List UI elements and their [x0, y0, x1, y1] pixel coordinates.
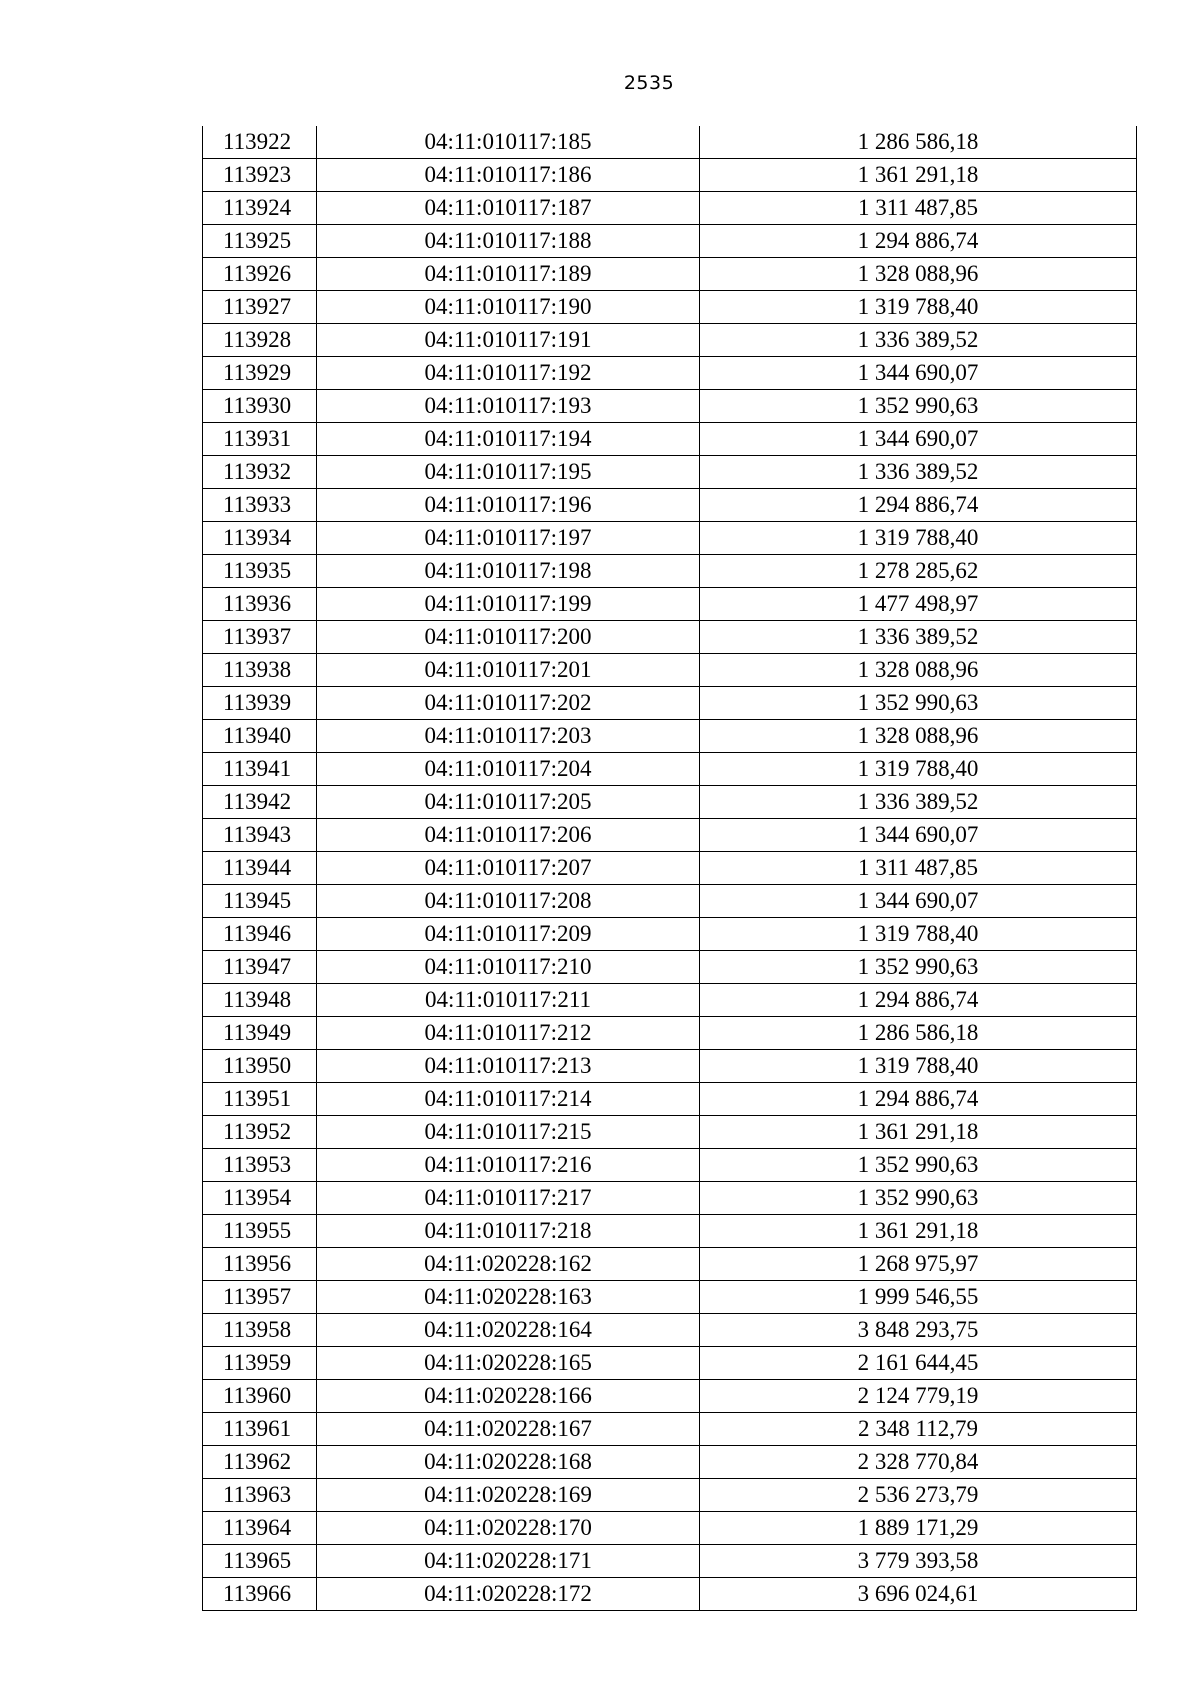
cadastral-value-cell: 1 336 389,52	[700, 456, 1137, 489]
table-row	[203, 390, 1137, 423]
row-number-cell: 113932	[203, 456, 317, 489]
cadastral-value-cell: 1 344 690,07	[700, 423, 1137, 456]
cadastral-value-cell: 3 848 293,75	[700, 1314, 1137, 1347]
cadastral-value-cell: 2 328 770,84	[700, 1446, 1137, 1479]
cadastral-number-cell: 04:11:010117:211	[317, 984, 700, 1017]
row-number-cell: 113936	[203, 588, 317, 621]
cadastral-number-cell: 04:11:020228:162	[317, 1248, 700, 1281]
row-number-cell: 113964	[203, 1512, 317, 1545]
table-row	[203, 852, 1137, 885]
cadastral-value-cell: 1 268 975,97	[700, 1248, 1137, 1281]
table-row	[203, 786, 1137, 819]
cadastral-value-cell: 1 294 886,74	[700, 1083, 1137, 1116]
row-number-cell: 113939	[203, 687, 317, 720]
table-row	[203, 1413, 1137, 1446]
cadastral-value-cell: 1 352 990,63	[700, 951, 1137, 984]
row-number-cell: 113945	[203, 885, 317, 918]
row-number-cell: 113929	[203, 357, 317, 390]
table-row	[203, 258, 1137, 291]
table-row	[203, 687, 1137, 720]
table-row	[203, 1347, 1137, 1380]
cadastral-number-cell: 04:11:010117:202	[317, 687, 700, 720]
cadastral-value-cell: 1 344 690,07	[700, 819, 1137, 852]
cadastral-number-cell: 04:11:010117:205	[317, 786, 700, 819]
table-row	[203, 1182, 1137, 1215]
table-row	[203, 291, 1137, 324]
cadastral-number-cell: 04:11:010117:187	[317, 192, 700, 225]
cadastral-number-cell: 04:11:010117:213	[317, 1050, 700, 1083]
row-number-cell: 113928	[203, 324, 317, 357]
cadastral-value-cell: 1 352 990,63	[700, 1149, 1137, 1182]
row-number-cell: 113961	[203, 1413, 317, 1446]
table-row	[203, 1116, 1137, 1149]
row-number-cell: 113955	[203, 1215, 317, 1248]
table-row	[203, 456, 1137, 489]
table-row	[203, 126, 1137, 159]
cadastral-number-cell: 04:11:010117:212	[317, 1017, 700, 1050]
table-row	[203, 588, 1137, 621]
cadastral-number-cell: 04:11:020228:168	[317, 1446, 700, 1479]
cadastral-number-cell: 04:11:010117:190	[317, 291, 700, 324]
cadastral-value-cell: 1 336 389,52	[700, 324, 1137, 357]
cadastral-number-cell: 04:11:010117:189	[317, 258, 700, 291]
row-number-cell: 113924	[203, 192, 317, 225]
cadastral-value-cell: 1 336 389,52	[700, 621, 1137, 654]
cadastral-value-cell: 1 328 088,96	[700, 258, 1137, 291]
table-row	[203, 192, 1137, 225]
cadastral-value-cell: 1 311 487,85	[700, 852, 1137, 885]
cadastral-number-cell: 04:11:010117:198	[317, 555, 700, 588]
cadastral-number-cell: 04:11:010117:215	[317, 1116, 700, 1149]
cadastral-value-cell: 1 319 788,40	[700, 522, 1137, 555]
table-row	[203, 1545, 1137, 1578]
cadastral-value-cell: 1 477 498,97	[700, 588, 1137, 621]
cadastral-value-cell: 1 311 487,85	[700, 192, 1137, 225]
row-number-cell: 113960	[203, 1380, 317, 1413]
cadastral-value-cell: 1 319 788,40	[700, 291, 1137, 324]
cadastral-number-cell: 04:11:010117:195	[317, 456, 700, 489]
table-row	[203, 1446, 1137, 1479]
table-row	[203, 522, 1137, 555]
row-number-cell: 113943	[203, 819, 317, 852]
table-row	[203, 1479, 1137, 1512]
cadastral-value-cell: 1 336 389,52	[700, 786, 1137, 819]
cadastral-value-cell: 1 361 291,18	[700, 159, 1137, 192]
table-row	[203, 1050, 1137, 1083]
table-row	[203, 225, 1137, 258]
table-row	[203, 1083, 1137, 1116]
table-row	[203, 918, 1137, 951]
cadastral-number-cell: 04:11:020228:163	[317, 1281, 700, 1314]
cadastral-number-cell: 04:11:020228:166	[317, 1380, 700, 1413]
table-row	[203, 1017, 1137, 1050]
row-number-cell: 113965	[203, 1545, 317, 1578]
table-row	[203, 555, 1137, 588]
table-row	[203, 819, 1137, 852]
table-row	[203, 357, 1137, 390]
row-number-cell: 113927	[203, 291, 317, 324]
row-number-cell: 113935	[203, 555, 317, 588]
row-number-cell: 113947	[203, 951, 317, 984]
row-number-cell: 113946	[203, 918, 317, 951]
cadastral-value-cell: 1 889 171,29	[700, 1512, 1137, 1545]
page-number: 2535	[623, 72, 675, 94]
row-number-cell: 113933	[203, 489, 317, 522]
cadastral-value-cell: 2 348 112,79	[700, 1413, 1137, 1446]
cadastral-value-cell: 1 294 886,74	[700, 489, 1137, 522]
row-number-cell: 113944	[203, 852, 317, 885]
cadastral-value-cell: 1 361 291,18	[700, 1215, 1137, 1248]
cadastral-number-cell: 04:11:010117:200	[317, 621, 700, 654]
cadastral-number-cell: 04:11:010117:197	[317, 522, 700, 555]
cadastral-number-cell: 04:11:010117:188	[317, 225, 700, 258]
cadastral-value-cell: 1 278 285,62	[700, 555, 1137, 588]
table-row	[203, 984, 1137, 1017]
table-row	[203, 885, 1137, 918]
cadastral-number-cell: 04:11:020228:165	[317, 1347, 700, 1380]
row-number-cell: 113951	[203, 1083, 317, 1116]
cadastral-number-cell: 04:11:010117:208	[317, 885, 700, 918]
table-row	[203, 1314, 1137, 1347]
row-number-cell: 113958	[203, 1314, 317, 1347]
cadastral-number-cell: 04:11:010117:216	[317, 1149, 700, 1182]
cadastral-number-cell: 04:11:010117:204	[317, 753, 700, 786]
row-number-cell: 113949	[203, 1017, 317, 1050]
cadastral-value-table	[202, 126, 1137, 1611]
row-number-cell: 113934	[203, 522, 317, 555]
cadastral-number-cell: 04:11:010117:217	[317, 1182, 700, 1215]
table-row	[203, 720, 1137, 753]
table-row	[203, 1512, 1137, 1545]
cadastral-number-cell: 04:11:020228:172	[317, 1578, 700, 1611]
table-row	[203, 951, 1137, 984]
cadastral-number-cell: 04:11:010117:193	[317, 390, 700, 423]
table-row	[203, 489, 1137, 522]
table-row	[203, 1380, 1137, 1413]
cadastral-value-cell: 1 361 291,18	[700, 1116, 1137, 1149]
cadastral-value-cell: 1 319 788,40	[700, 918, 1137, 951]
table-row	[203, 324, 1137, 357]
cadastral-value-cell: 1 344 690,07	[700, 357, 1137, 390]
cadastral-number-cell: 04:11:010117:203	[317, 720, 700, 753]
row-number-cell: 113938	[203, 654, 317, 687]
row-number-cell: 113922	[203, 126, 317, 159]
cadastral-number-cell: 04:11:010117:210	[317, 951, 700, 984]
cadastral-value-cell: 1 319 788,40	[700, 753, 1137, 786]
cadastral-value-cell: 1 319 788,40	[700, 1050, 1137, 1083]
cadastral-value-cell: 1 294 886,74	[700, 984, 1137, 1017]
table-row	[203, 753, 1137, 786]
table-row	[203, 1149, 1137, 1182]
row-number-cell: 113966	[203, 1578, 317, 1611]
row-number-cell: 113937	[203, 621, 317, 654]
cadastral-number-cell: 04:11:010117:196	[317, 489, 700, 522]
table-row	[203, 1578, 1137, 1611]
row-number-cell: 113948	[203, 984, 317, 1017]
cadastral-value-cell: 1 294 886,74	[700, 225, 1137, 258]
cadastral-number-cell: 04:11:010117:209	[317, 918, 700, 951]
row-number-cell: 113959	[203, 1347, 317, 1380]
cadastral-number-cell: 04:11:010117:186	[317, 159, 700, 192]
cadastral-number-cell: 04:11:020228:170	[317, 1512, 700, 1545]
row-number-cell: 113923	[203, 159, 317, 192]
cadastral-number-cell: 04:11:020228:167	[317, 1413, 700, 1446]
row-number-cell: 113931	[203, 423, 317, 456]
cadastral-number-cell: 04:11:010117:199	[317, 588, 700, 621]
row-number-cell: 113963	[203, 1479, 317, 1512]
cadastral-number-cell: 04:11:010117:192	[317, 357, 700, 390]
table-row	[203, 621, 1137, 654]
table-row	[203, 1281, 1137, 1314]
cadastral-value-cell: 1 286 586,18	[700, 1017, 1137, 1050]
cadastral-value-cell: 1 999 546,55	[700, 1281, 1137, 1314]
cadastral-value-cell: 1 328 088,96	[700, 720, 1137, 753]
row-number-cell: 113952	[203, 1116, 317, 1149]
row-number-cell: 113956	[203, 1248, 317, 1281]
cadastral-value-cell: 1 352 990,63	[700, 390, 1137, 423]
cadastral-value-cell: 3 696 024,61	[700, 1578, 1137, 1611]
cadastral-number-cell: 04:11:010117:207	[317, 852, 700, 885]
table-row	[203, 1248, 1137, 1281]
cadastral-number-cell: 04:11:010117:218	[317, 1215, 700, 1248]
row-number-cell: 113954	[203, 1182, 317, 1215]
table-row	[203, 159, 1137, 192]
row-number-cell: 113953	[203, 1149, 317, 1182]
row-number-cell: 113942	[203, 786, 317, 819]
row-number-cell: 113941	[203, 753, 317, 786]
cadastral-number-cell: 04:11:020228:169	[317, 1479, 700, 1512]
row-number-cell: 113962	[203, 1446, 317, 1479]
cadastral-number-cell: 04:11:010117:214	[317, 1083, 700, 1116]
cadastral-number-cell: 04:11:020228:171	[317, 1545, 700, 1578]
cadastral-number-cell: 04:11:020228:164	[317, 1314, 700, 1347]
cadastral-number-cell: 04:11:010117:194	[317, 423, 700, 456]
table-row	[203, 423, 1137, 456]
row-number-cell: 113950	[203, 1050, 317, 1083]
row-number-cell: 113925	[203, 225, 317, 258]
row-number-cell: 113940	[203, 720, 317, 753]
cadastral-value-cell: 2 161 644,45	[700, 1347, 1137, 1380]
cadastral-value-cell: 2 124 779,19	[700, 1380, 1137, 1413]
row-number-cell: 113957	[203, 1281, 317, 1314]
cadastral-value-cell: 3 779 393,58	[700, 1545, 1137, 1578]
table-row	[203, 1215, 1137, 1248]
cadastral-value-cell: 1 286 586,18	[700, 126, 1137, 159]
cadastral-value-cell: 1 328 088,96	[700, 654, 1137, 687]
row-number-cell: 113930	[203, 390, 317, 423]
cadastral-number-cell: 04:11:010117:185	[317, 126, 700, 159]
table-body	[203, 126, 1137, 1611]
table-row	[203, 654, 1137, 687]
cadastral-number-cell: 04:11:010117:201	[317, 654, 700, 687]
row-number-cell: 113926	[203, 258, 317, 291]
cadastral-value-cell: 2 536 273,79	[700, 1479, 1137, 1512]
cadastral-value-cell: 1 344 690,07	[700, 885, 1137, 918]
cadastral-number-cell: 04:11:010117:206	[317, 819, 700, 852]
cadastral-value-cell: 1 352 990,63	[700, 1182, 1137, 1215]
cadastral-value-cell: 1 352 990,63	[700, 687, 1137, 720]
cadastral-number-cell: 04:11:010117:191	[317, 324, 700, 357]
